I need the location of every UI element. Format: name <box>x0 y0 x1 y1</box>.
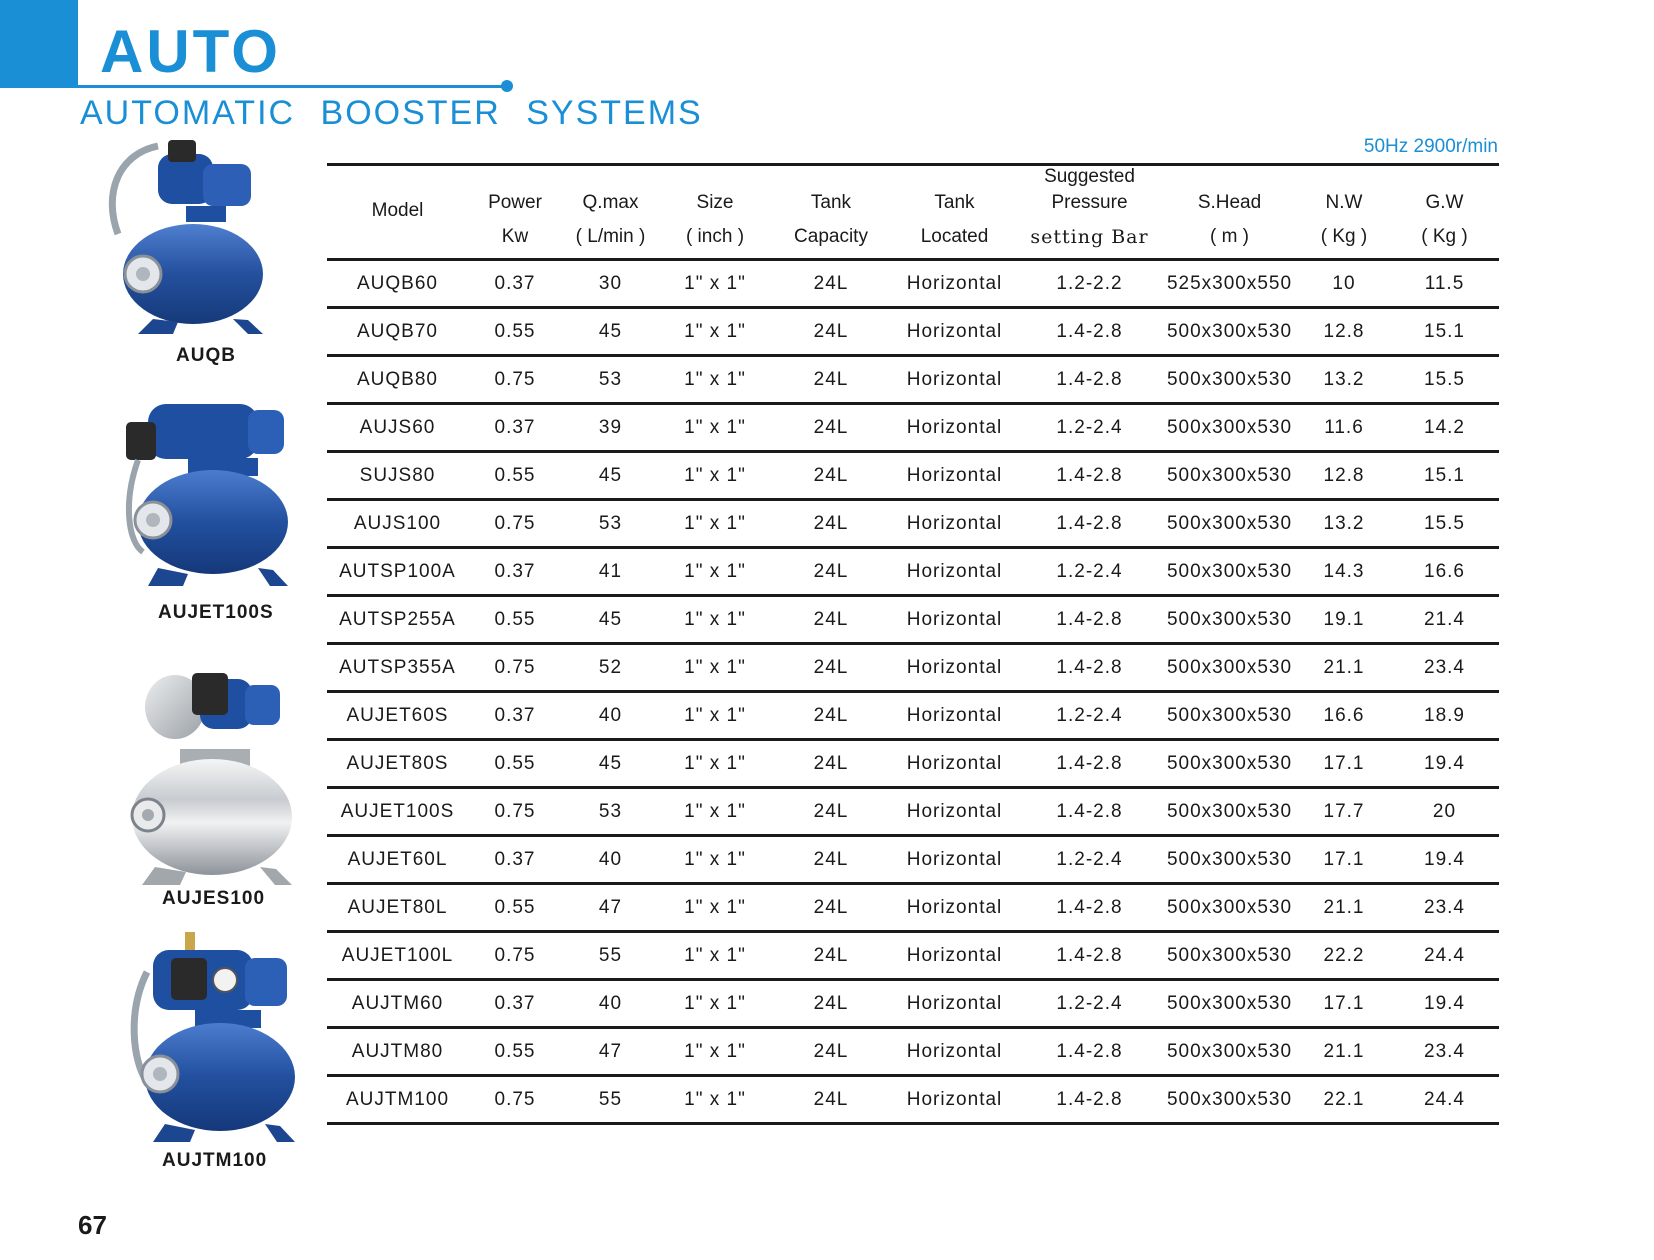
header-gw: G.W <box>1390 165 1499 217</box>
header-size: Size <box>659 165 771 217</box>
cell-nw: 17.1 <box>1298 980 1390 1028</box>
cell-pressure: 1.4-2.8 <box>1018 356 1161 404</box>
cell-shead: 500x300x530 <box>1161 548 1298 596</box>
cell-model: AUJET100S <box>327 788 468 836</box>
cell-model: AUJET100L <box>327 932 468 980</box>
cell-tank-located: Horizontal <box>891 308 1018 356</box>
cell-nw: 13.2 <box>1298 356 1390 404</box>
cell-nw: 22.2 <box>1298 932 1390 980</box>
cell-pressure: 1.4-2.8 <box>1018 500 1161 548</box>
cell-shead: 525x300x550 <box>1161 260 1298 308</box>
cell-nw: 17.1 <box>1298 740 1390 788</box>
cell-nw: 21.1 <box>1298 884 1390 932</box>
cell-qmax: 41 <box>562 548 659 596</box>
table-row <box>327 740 1499 788</box>
spec-table <box>327 163 1499 1125</box>
table-row <box>327 788 1499 836</box>
cell-tank-located: Horizontal <box>891 452 1018 500</box>
page-title: AUTO <box>100 18 281 85</box>
product-aujtm100 <box>125 932 305 1152</box>
cell-size: 1" x 1" <box>659 452 771 500</box>
cell-tank-located: Horizontal <box>891 740 1018 788</box>
header-power: Power <box>468 165 562 217</box>
cell-gw: 19.4 <box>1390 836 1499 884</box>
cell-power: 0.75 <box>468 644 562 692</box>
table-row <box>327 692 1499 740</box>
cell-nw: 11.6 <box>1298 404 1390 452</box>
cell-nw: 17.1 <box>1298 836 1390 884</box>
cell-qmax: 40 <box>562 692 659 740</box>
header-tank-located: Tank <box>891 165 1018 217</box>
product-auqb <box>98 134 288 334</box>
cell-gw: 23.4 <box>1390 1028 1499 1076</box>
cell-power: 0.37 <box>468 260 562 308</box>
cell-model: AUTSP355A <box>327 644 468 692</box>
cell-qmax: 39 <box>562 404 659 452</box>
header-qmax-unit: ( L/min ) <box>562 216 659 260</box>
cell-gw: 15.1 <box>1390 452 1499 500</box>
cell-tank-capacity: 24L <box>771 644 891 692</box>
cell-size: 1" x 1" <box>659 884 771 932</box>
cell-shead: 500x300x530 <box>1161 644 1298 692</box>
cell-power: 0.55 <box>468 884 562 932</box>
cell-tank-capacity: 24L <box>771 788 891 836</box>
header-model: Model <box>327 165 468 260</box>
cell-qmax: 53 <box>562 356 659 404</box>
header-pressure-line2: Pressure <box>1051 192 1128 213</box>
cell-tank-located: Horizontal <box>891 1028 1018 1076</box>
cell-tank-located: Horizontal <box>891 644 1018 692</box>
cell-nw: 19.1 <box>1298 596 1390 644</box>
table-row <box>327 1076 1499 1124</box>
cell-qmax: 45 <box>562 452 659 500</box>
product-label-aujtm100: AUJTM100 <box>162 1150 268 1171</box>
cell-qmax: 45 <box>562 308 659 356</box>
table-row <box>327 260 1499 308</box>
cell-shead: 500x300x530 <box>1161 788 1298 836</box>
cell-size: 1" x 1" <box>659 836 771 884</box>
cell-nw: 10 <box>1298 260 1390 308</box>
cell-gw: 23.4 <box>1390 884 1499 932</box>
cell-tank-located: Horizontal <box>891 980 1018 1028</box>
header-tank-capacity: Tank <box>771 165 891 217</box>
cell-pressure: 1.4-2.8 <box>1018 452 1161 500</box>
cell-model: AUJS60 <box>327 404 468 452</box>
product-label-aujes100: AUJES100 <box>162 888 266 909</box>
cell-pressure: 1.2-2.4 <box>1018 980 1161 1028</box>
cell-model: AUTSP100A <box>327 548 468 596</box>
cell-shead: 500x300x530 <box>1161 740 1298 788</box>
title-underline-dot <box>501 80 513 92</box>
cell-shead: 500x300x530 <box>1161 356 1298 404</box>
header-qmax: Q.max <box>562 165 659 217</box>
frequency-note: 50Hz 2900r/min <box>1363 136 1498 157</box>
cell-tank-capacity: 24L <box>771 836 891 884</box>
product-label-auqb: AUQB <box>176 345 236 366</box>
header-pressure-unit: setting Bar <box>1018 216 1161 260</box>
cell-pressure: 1.4-2.8 <box>1018 1028 1161 1076</box>
cell-model: AUJS100 <box>327 500 468 548</box>
cell-tank-located: Horizontal <box>891 1076 1018 1124</box>
cell-power: 0.37 <box>468 548 562 596</box>
product-label-aujet100s: AUJET100S <box>158 602 274 623</box>
cell-gw: 23.4 <box>1390 644 1499 692</box>
cell-size: 1" x 1" <box>659 308 771 356</box>
cell-nw: 16.6 <box>1298 692 1390 740</box>
cell-pressure: 1.4-2.8 <box>1018 788 1161 836</box>
cell-tank-capacity: 24L <box>771 980 891 1028</box>
cell-power: 0.75 <box>468 932 562 980</box>
cell-gw: 16.6 <box>1390 548 1499 596</box>
title-underline <box>78 85 508 88</box>
cell-tank-located: Horizontal <box>891 788 1018 836</box>
cell-model: SUJS80 <box>327 452 468 500</box>
cell-pressure: 1.2-2.4 <box>1018 836 1161 884</box>
cell-power: 0.55 <box>468 740 562 788</box>
cell-size: 1" x 1" <box>659 500 771 548</box>
cell-gw: 15.5 <box>1390 356 1499 404</box>
cell-nw: 12.8 <box>1298 452 1390 500</box>
cell-size: 1" x 1" <box>659 788 771 836</box>
cell-tank-located: Horizontal <box>891 884 1018 932</box>
product-aujet100s <box>118 392 298 592</box>
jet-pump-tank-blue-gauge-icon <box>125 932 305 1152</box>
cell-size: 1" x 1" <box>659 644 771 692</box>
cell-tank-capacity: 24L <box>771 596 891 644</box>
header-tank-capacity-line2: Capacity <box>771 216 891 260</box>
cell-nw: 22.1 <box>1298 1076 1390 1124</box>
cell-model: AUQB60 <box>327 260 468 308</box>
cell-size: 1" x 1" <box>659 1076 771 1124</box>
cell-tank-capacity: 24L <box>771 452 891 500</box>
cell-pressure: 1.4-2.8 <box>1018 308 1161 356</box>
corner-accent-block <box>0 0 78 88</box>
cell-qmax: 45 <box>562 596 659 644</box>
cell-model: AUJTM80 <box>327 1028 468 1076</box>
cell-pressure: 1.2-2.4 <box>1018 404 1161 452</box>
cell-tank-capacity: 24L <box>771 308 891 356</box>
cell-size: 1" x 1" <box>659 548 771 596</box>
cell-model: AUJTM60 <box>327 980 468 1028</box>
cell-nw: 12.8 <box>1298 308 1390 356</box>
table-row <box>327 836 1499 884</box>
cell-qmax: 30 <box>562 260 659 308</box>
cell-power: 0.37 <box>468 692 562 740</box>
header-shead-unit: ( m ) <box>1161 216 1298 260</box>
cell-tank-capacity: 24L <box>771 356 891 404</box>
header-gw-unit: ( Kg ) <box>1390 216 1499 260</box>
cell-tank-located: Horizontal <box>891 404 1018 452</box>
cell-shead: 500x300x530 <box>1161 1076 1298 1124</box>
cell-nw: 13.2 <box>1298 500 1390 548</box>
cell-size: 1" x 1" <box>659 356 771 404</box>
cell-gw: 24.4 <box>1390 932 1499 980</box>
header-pressure-line1: Suggested <box>1044 166 1135 187</box>
cell-power: 0.55 <box>468 596 562 644</box>
table-row <box>327 500 1499 548</box>
cell-tank-located: Horizontal <box>891 260 1018 308</box>
header-size-unit: ( inch ) <box>659 216 771 260</box>
table-row <box>327 452 1499 500</box>
header-nw-unit: ( Kg ) <box>1298 216 1390 260</box>
cell-pressure: 1.4-2.8 <box>1018 644 1161 692</box>
cell-power: 0.37 <box>468 980 562 1028</box>
cell-gw: 18.9 <box>1390 692 1499 740</box>
cell-power: 0.55 <box>468 1028 562 1076</box>
cell-nw: 21.1 <box>1298 644 1390 692</box>
cell-shead: 500x300x530 <box>1161 932 1298 980</box>
cell-power: 0.55 <box>468 308 562 356</box>
cell-size: 1" x 1" <box>659 692 771 740</box>
spec-table-body <box>327 260 1499 1124</box>
jet-pump-tank-blue-icon <box>118 392 298 592</box>
cell-pressure: 1.4-2.8 <box>1018 740 1161 788</box>
cell-tank-located: Horizontal <box>891 836 1018 884</box>
table-row <box>327 356 1499 404</box>
cell-gw: 14.2 <box>1390 404 1499 452</box>
cell-model: AUQB70 <box>327 308 468 356</box>
header-pressure <box>1018 165 1161 217</box>
cell-qmax: 40 <box>562 980 659 1028</box>
cell-gw: 19.4 <box>1390 980 1499 1028</box>
cell-qmax: 47 <box>562 1028 659 1076</box>
cell-shead: 500x300x530 <box>1161 596 1298 644</box>
cell-qmax: 40 <box>562 836 659 884</box>
page-number: 67 <box>78 1210 107 1240</box>
table-row <box>327 932 1499 980</box>
cell-pressure: 1.2-2.4 <box>1018 692 1161 740</box>
cell-tank-located: Horizontal <box>891 692 1018 740</box>
cell-nw: 14.3 <box>1298 548 1390 596</box>
cell-size: 1" x 1" <box>659 740 771 788</box>
cell-power: 0.37 <box>468 404 562 452</box>
cell-model: AUJET60S <box>327 692 468 740</box>
cell-pressure: 1.4-2.8 <box>1018 596 1161 644</box>
cell-size: 1" x 1" <box>659 404 771 452</box>
cell-tank-capacity: 24L <box>771 1028 891 1076</box>
cell-nw: 17.7 <box>1298 788 1390 836</box>
cell-model: AUJET80S <box>327 740 468 788</box>
cell-power: 0.55 <box>468 452 562 500</box>
page-subtitle: AUTOMATIC BOOSTER SYSTEMS <box>80 94 703 132</box>
cell-tank-capacity: 24L <box>771 692 891 740</box>
header-shead: S.Head <box>1161 165 1298 217</box>
cell-gw: 21.4 <box>1390 596 1499 644</box>
cell-power: 0.75 <box>468 1076 562 1124</box>
cell-size: 1" x 1" <box>659 980 771 1028</box>
table-row <box>327 308 1499 356</box>
cell-shead: 500x300x530 <box>1161 500 1298 548</box>
cell-shead: 500x300x530 <box>1161 452 1298 500</box>
cell-qmax: 45 <box>562 740 659 788</box>
cell-tank-located: Horizontal <box>891 596 1018 644</box>
cell-tank-capacity: 24L <box>771 404 891 452</box>
cell-pressure: 1.4-2.8 <box>1018 932 1161 980</box>
cell-pressure: 1.2-2.4 <box>1018 548 1161 596</box>
cell-shead: 500x300x530 <box>1161 1028 1298 1076</box>
cell-gw: 20 <box>1390 788 1499 836</box>
header-power-unit: Kw <box>468 216 562 260</box>
cell-qmax: 47 <box>562 884 659 932</box>
cell-qmax: 53 <box>562 788 659 836</box>
cell-size: 1" x 1" <box>659 932 771 980</box>
cell-gw: 11.5 <box>1390 260 1499 308</box>
cell-size: 1" x 1" <box>659 596 771 644</box>
product-aujes100 <box>120 667 300 897</box>
cell-qmax: 55 <box>562 932 659 980</box>
cell-tank-located: Horizontal <box>891 500 1018 548</box>
cell-size: 1" x 1" <box>659 260 771 308</box>
cell-model: AUQB80 <box>327 356 468 404</box>
cell-qmax: 55 <box>562 1076 659 1124</box>
cell-model: AUJET80L <box>327 884 468 932</box>
header-nw: N.W <box>1298 165 1390 217</box>
table-row <box>327 548 1499 596</box>
cell-tank-located: Horizontal <box>891 548 1018 596</box>
header-tank-located-line2: Located <box>891 216 1018 260</box>
cell-gw: 19.4 <box>1390 740 1499 788</box>
cell-pressure: 1.2-2.2 <box>1018 260 1161 308</box>
jet-pump-tank-stainless-icon <box>120 667 300 897</box>
cell-power: 0.75 <box>468 500 562 548</box>
cell-tank-located: Horizontal <box>891 356 1018 404</box>
table-row <box>327 980 1499 1028</box>
cell-gw: 24.4 <box>1390 1076 1499 1124</box>
table-row <box>327 644 1499 692</box>
cell-tank-capacity: 24L <box>771 260 891 308</box>
cell-shead: 500x300x530 <box>1161 884 1298 932</box>
cell-pressure: 1.4-2.8 <box>1018 1076 1161 1124</box>
cell-gw: 15.5 <box>1390 500 1499 548</box>
cell-qmax: 53 <box>562 500 659 548</box>
cell-tank-capacity: 24L <box>771 884 891 932</box>
cell-model: AUJTM100 <box>327 1076 468 1124</box>
table-row <box>327 1028 1499 1076</box>
cell-power: 0.37 <box>468 836 562 884</box>
cell-tank-capacity: 24L <box>771 548 891 596</box>
pump-tank-blue-icon <box>98 134 288 334</box>
cell-pressure: 1.4-2.8 <box>1018 884 1161 932</box>
cell-qmax: 52 <box>562 644 659 692</box>
cell-tank-located: Horizontal <box>891 932 1018 980</box>
cell-shead: 500x300x530 <box>1161 836 1298 884</box>
table-row <box>327 884 1499 932</box>
cell-model: AUJET60L <box>327 836 468 884</box>
cell-shead: 500x300x530 <box>1161 980 1298 1028</box>
cell-shead: 500x300x530 <box>1161 308 1298 356</box>
cell-tank-capacity: 24L <box>771 1076 891 1124</box>
cell-tank-capacity: 24L <box>771 500 891 548</box>
cell-tank-capacity: 24L <box>771 932 891 980</box>
cell-power: 0.75 <box>468 788 562 836</box>
table-row <box>327 596 1499 644</box>
cell-size: 1" x 1" <box>659 1028 771 1076</box>
cell-nw: 21.1 <box>1298 1028 1390 1076</box>
cell-model: AUTSP255A <box>327 596 468 644</box>
cell-tank-capacity: 24L <box>771 740 891 788</box>
cell-shead: 500x300x530 <box>1161 404 1298 452</box>
cell-shead: 500x300x530 <box>1161 692 1298 740</box>
cell-power: 0.75 <box>468 356 562 404</box>
table-row <box>327 404 1499 452</box>
cell-gw: 15.1 <box>1390 308 1499 356</box>
